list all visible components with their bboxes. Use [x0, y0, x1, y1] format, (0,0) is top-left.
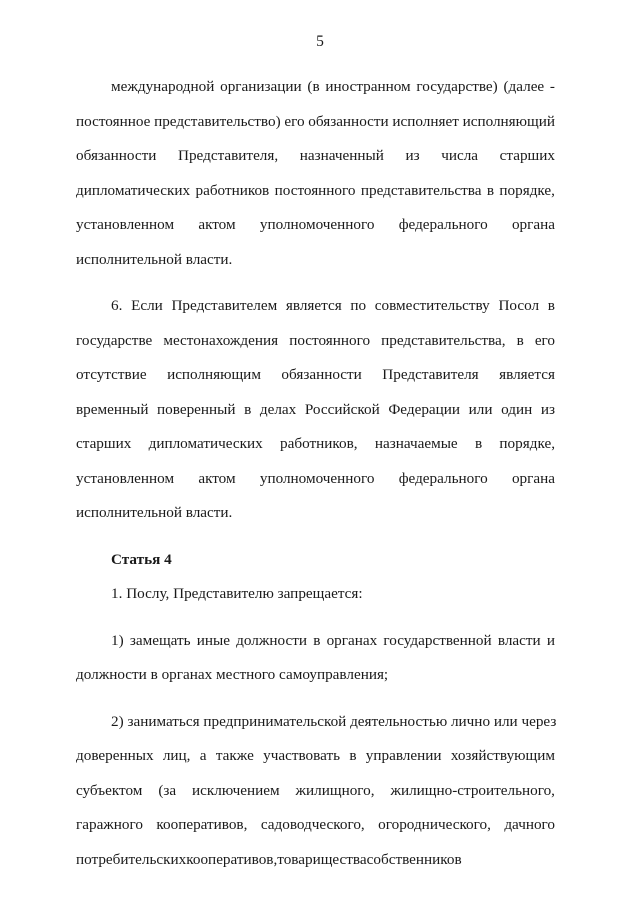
text-line — [76, 243, 555, 278]
word: временный — [76, 400, 149, 418]
word: представительство) — [154, 112, 281, 130]
word: исключением — [192, 781, 280, 799]
text-line — [76, 658, 555, 693]
word: международной — [111, 78, 215, 95]
word: 1) — [111, 631, 124, 649]
text-line — [76, 139, 555, 174]
text-line — [76, 324, 555, 359]
word: государстве — [76, 331, 153, 349]
word: в — [547, 297, 555, 314]
text-line — [76, 739, 555, 774]
word: назначенный — [299, 147, 384, 164]
word: управлении — [365, 747, 442, 764]
word: числа — [441, 147, 479, 164]
text-line — [76, 462, 555, 497]
word: Если — [131, 297, 163, 314]
word: исполнительной власти. — [76, 504, 233, 521]
word: иные — [196, 631, 230, 649]
word: из — [540, 400, 555, 418]
word: садоводческого, — [260, 816, 365, 833]
word: должности — [236, 631, 307, 649]
text-line — [76, 289, 555, 324]
word: 1. Послу, Представителю запрещается: — [111, 585, 363, 602]
word: федерального — [398, 469, 488, 487]
text-line — [76, 774, 555, 809]
word: иностранном — [325, 78, 411, 95]
word: Федерации — [388, 400, 461, 418]
word: собственников — [366, 850, 462, 868]
word: Российской — [304, 400, 380, 418]
word: обязанности — [281, 366, 362, 383]
word: представительства, — [381, 331, 506, 349]
word: из — [405, 147, 420, 164]
word: власти — [497, 631, 541, 649]
word: должности в органах местного самоуправления; — [76, 666, 389, 683]
word: Представителя — [382, 366, 479, 383]
word: установленном — [76, 216, 175, 233]
word: участвовать — [263, 747, 341, 764]
word: Представителем — [171, 297, 278, 314]
word: потребительских — [76, 850, 187, 868]
word: установленном — [76, 469, 175, 487]
word: по — [350, 297, 367, 314]
word: представительства — [360, 181, 482, 199]
word: федерального — [398, 216, 488, 233]
text-line — [76, 496, 555, 531]
word: в — [244, 400, 252, 418]
word: является — [285, 297, 342, 314]
word: 2) заниматься предпринимательской деятельностью лично или через — [111, 712, 557, 730]
word: лиц, — [162, 747, 191, 764]
word: кооперативов, — [186, 850, 278, 868]
word: постоянного — [274, 181, 356, 199]
word: дачного — [504, 816, 555, 833]
paragraph — [76, 705, 555, 878]
word: (в — [307, 78, 320, 95]
word: исполняющий — [462, 112, 555, 130]
text-line — [76, 70, 555, 105]
word: постоянного — [289, 331, 371, 349]
word: уполномоченного — [259, 216, 375, 233]
word: постоянное — [76, 112, 151, 130]
text-line — [76, 105, 555, 140]
word: субъектом — [76, 781, 143, 799]
paragraph — [76, 289, 555, 531]
word: Посол — [498, 297, 540, 314]
word: порядке, — [499, 435, 555, 452]
text-line — [76, 358, 555, 393]
word: актом — [198, 469, 236, 487]
text-line — [76, 843, 555, 878]
word: организации — [220, 78, 302, 95]
paragraph — [76, 577, 555, 612]
word: отсутствие — [76, 366, 147, 383]
word: обязанности — [308, 112, 389, 130]
word: исполняющим — [167, 366, 261, 383]
article-heading: Статья 4 — [111, 550, 172, 568]
text-line — [76, 208, 555, 243]
word: государственной — [383, 631, 492, 649]
word: 6. — [111, 297, 123, 314]
word: является — [499, 366, 555, 383]
text-line — [76, 427, 555, 462]
word: в — [486, 181, 495, 199]
text-line — [76, 808, 555, 843]
word: в — [474, 435, 483, 452]
word: его — [534, 331, 555, 349]
word: дипломатических — [148, 435, 263, 452]
text-line — [76, 577, 555, 612]
word: исполнительной власти. — [76, 250, 233, 268]
word: жилищно-строительного, — [390, 781, 555, 799]
word: также — [215, 747, 254, 764]
word: жилищного, — [295, 781, 375, 799]
word: исполняет — [392, 112, 459, 130]
word: органах — [326, 631, 378, 649]
word: гаражного — [76, 816, 143, 833]
word: товарищества — [277, 850, 367, 868]
word: местонахождения — [163, 331, 279, 349]
text-line — [76, 624, 555, 659]
word: обязанности — [76, 147, 157, 164]
word: и — [546, 631, 555, 649]
word: работников — [195, 181, 270, 199]
word: кооперативов, — [156, 816, 248, 833]
document-body — [76, 70, 555, 889]
text-line — [76, 174, 555, 209]
word: порядке, — [499, 181, 555, 199]
word: хозяйствующим — [450, 747, 555, 764]
word: замещать — [129, 631, 191, 649]
word: в — [313, 631, 321, 649]
paragraph — [76, 70, 555, 277]
word: в — [516, 331, 524, 349]
word: - — [549, 78, 555, 95]
word: в — [349, 747, 357, 764]
word: один — [501, 400, 533, 418]
word: уполномоченного — [259, 469, 375, 487]
word: или — [468, 400, 493, 418]
word: огороднического, — [378, 816, 491, 833]
word: его — [284, 112, 305, 130]
word: назначаемые — [374, 435, 458, 452]
word: (за — [158, 781, 177, 799]
word: а — [199, 747, 207, 764]
word: государстве) — [416, 78, 498, 95]
word: поверенный — [157, 400, 236, 418]
word: совместительству — [374, 297, 490, 314]
word: доверенных — [76, 747, 154, 764]
word: дипломатических — [76, 181, 191, 199]
word: (далее — [503, 78, 545, 95]
word: актом — [198, 216, 236, 233]
text-line — [76, 705, 555, 740]
word: работников, — [280, 435, 358, 452]
page-number: 5 — [316, 33, 324, 50]
word: делах — [259, 400, 297, 418]
word: старших — [76, 435, 132, 452]
word: органа — [511, 216, 555, 233]
word: Представителя, — [178, 147, 279, 164]
word: органа — [511, 469, 555, 487]
paragraph — [76, 624, 555, 693]
word: старших — [499, 147, 555, 164]
text-line — [76, 393, 555, 428]
